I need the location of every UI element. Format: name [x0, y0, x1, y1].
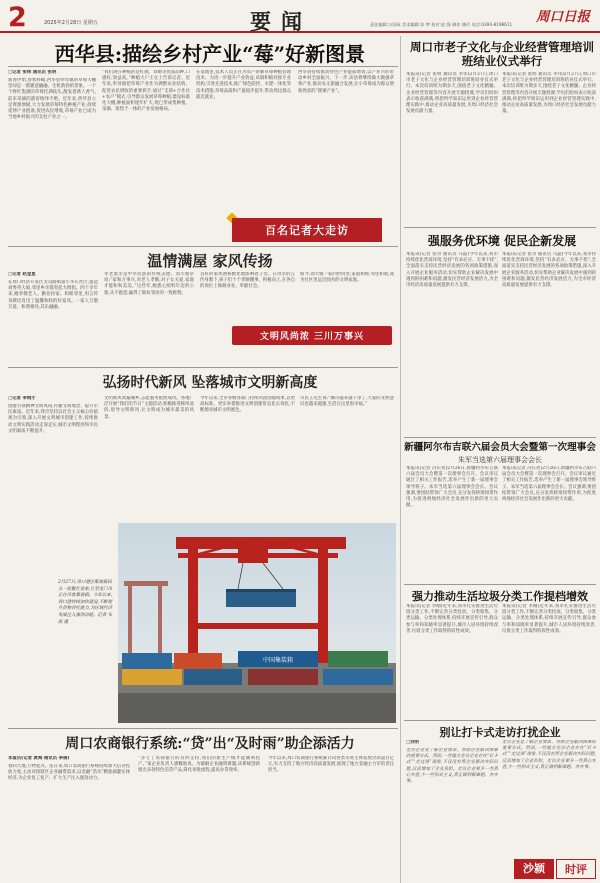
article-body: 市民王先生说:“城市越来越干净了,大家的文明意识也越来越强,生活在这里很幸福。”	[300, 396, 394, 408]
divider	[8, 367, 398, 368]
divider	[404, 720, 596, 721]
issue-date: 2025年2月28日 星期五	[44, 20, 98, 26]
article-body: 走访企业是了解企业需求、帮助企业解决困难的重要方式。然而,一些地方走访企业存在“打卡式”“走过场”现象,不仅没有帮企业解决实际问题,反而增加了企业负担。走访企业要多一些真心实意,少一些形式主义,真正做到解难题、办实事。	[406, 748, 498, 785]
headline-civilization: 弘扬时代新风 坠落城市文明新高度	[102, 375, 318, 391]
container-label: 中国集装箱	[262, 657, 294, 664]
divider	[8, 728, 398, 729]
photo-caption: 2月27日,周口港区集装箱码头一派繁忙景象,巨型龙门吊正在吊装集装箱。今年以来,周口港持续加快建设,不断提升货物吞吐能力,为区域经济发展注入强劲动能。记者 朱凯 摄	[58, 580, 113, 625]
page-number: 2	[8, 2, 27, 33]
article-body: 本报讯(记者 李刚)近年来,我市扎实推进生活垃圾分类工作,不断完善分类投放、分类收集、分类运输、分类处理体系,持续开展宣传引导,群众参与率和知晓率显著提升,城市人居环境持续改善,垃圾分类工作取得阶段性成效。	[502, 604, 596, 634]
column-tag-shaying: 沙颍	[514, 859, 554, 879]
article-body: 本报讯(记者 张奇 通讯员 马磊)今年以来,我市持续优化营商环境,坚持“有求必应、无事不扰”,全面落实支持民营经济发展的各项政策措施,深入开展企业服务活动,切实帮助企业解决发展中遇到的困难和问题,激发民营经济发展活力,为全市经济高质量发展提供有力支撑。	[406, 252, 498, 289]
headline-commentary: 别让打卡式走访打扰企业	[439, 726, 561, 739]
headline-laozi-training: 周口市老子文化与企业经营管理培训班结业仪式举行	[410, 40, 594, 68]
column-tag-commentary: 时评	[556, 859, 596, 879]
byline: □记者 李纲才	[8, 396, 36, 401]
article-body: 本报讯(记者 张明 通讯员 李伟)2月27日,周口市老子文化与企业经营管理培训班结业仪式举行。本次培训班为期多天,围绕老子文化精髓、企业经营管理等内容开展专题授课,学员们纷纷表示收获满满,将把所学知识运用到企业经营管理实践中,推动企业高质量发展,为周口经济社会发展贡献力量。	[502, 72, 596, 115]
headline-xihua-strawberry: 西华县:描绘乡村产业“莓”好新图景	[54, 42, 366, 66]
article-body: 新春伊始,春寒料峭,西华县奉母镇的草莓大棚里却是一派暖意融融、生机勃勃的景象。一个个鲜红饱满的草莓挂满枝头,散发着诱人香气,前来采摘的游客络绎不绝。近年来,西华县立足资源禀赋,大力发展草莓特色种植产业,持续延伸产业链条,促进农民增收,草莓产业已成为当地乡村振兴的支柱产业之一。	[8, 78, 96, 121]
headline-rural-bank: 周口农商银行系统:“贷”出“及时雨”助企添活力	[65, 736, 355, 752]
section-title: 要闻	[250, 9, 312, 34]
headline-xinjiang-council: 新疆阿尔布吉联六届会员大会暨第一次理事会	[404, 442, 596, 453]
article-body: 本报讯(记者 冯长亮)2月26日,新疆阿尔布吉联六届会员大会暨第一次理事会召开。会议审议通过了相关工作报告,选举产生了新一届理事会领导班子。朱军当选第六届理事会会长。会议强调,要团结带领广大会员,充分发挥桥梁纽带作用,为促进两地经济社会发展作出新的更大贡献。	[502, 466, 596, 503]
divider	[404, 227, 596, 228]
article-body: 今年以来,全市各级各部门持续巩固创建成果,以更高标准、更实举措推进文明创建常态化长效化,不断擦亮城市文明底色。	[200, 396, 295, 414]
divider	[8, 66, 398, 67]
editor-line: 责任编辑:万国成 美术编辑:张 梦 校对:赵 强 制作:龚玲 电话:0394-8198611	[370, 22, 513, 27]
byline: □刘明	[406, 740, 419, 745]
slogan-text: 文明风尚浓 三川万事兴	[259, 332, 365, 342]
article-body: 本报讯(记者 张明 通讯员 李伟)2月27日,周口市老子文化与企业经营管理培训班结业仪式举行。本次培训班为期多天,围绕老子文化精髓、企业经营管理等内容开展专题授课,学员们纷纷表示收获满满,将把所学知识运用到企业经营管理实践中,推动企业高质量发展,为周口经济社会发展贡献力量。	[406, 72, 498, 115]
headline-family-tradition: 温情满屋 家风传扬	[147, 252, 273, 270]
byline: □记者 张纬 通讯员 张明	[8, 70, 57, 75]
column-divider	[400, 36, 401, 883]
newspaper-logo: 周口日报	[536, 9, 590, 25]
divider	[404, 437, 596, 438]
article-body: 走访企业是了解企业需求、帮助企业解决困难的重要方式。然而,一些地方走访企业存在“打卡式”“走过场”现象,不仅没有帮企业解决实际问题,反而增加了企业负担。走访企业要多一些真心实意,少一些形式主义,真正做到解难题、办实事。	[502, 740, 596, 770]
article-body: 本报讯(记者 冯长亮)2月26日,新疆阿尔布吉联六届会员大会暨第一次理事会召开。会议审议通过了相关工作报告,选举产生了新一届理事会领导班子。朱军当选第六届理事会会长。会议强调,要团结带领广大会员,充分发挥桥梁纽带作用,为促进两地经济社会发展作出新的更大贡献。	[406, 466, 498, 509]
campaign-banner-text: 百名记者大走访	[265, 224, 349, 237]
article-body: 孝老爱亲是中华民族的传统美德。刘大娘常说:“家和万事兴,对老人孝顺,对子女关爱,家庭才能和和美美。”这些年,她悉心照料年迈的公婆,从不抱怨,赢得了街坊邻居的一致称赞。	[104, 272, 194, 296]
photo-illustration	[118, 523, 396, 723]
article-body: 春回大地,万物复苏。连日来,周口农商银行系统持续加大信贷投放力度,主动对接辖区企业融资需求,以金融“活水”精准滴灌实体经济,为企业复工复产、扩大生产注入强劲动力。	[8, 764, 130, 782]
headline-garbage-sorting: 强力推动生活垃圾分类工作提档增效	[412, 590, 588, 603]
article-body: 良好的家风潜移默化地影响着子女。在母亲的言传身教下,孩子们个个孝顺懂事、积极向上,在各自的岗位上兢兢业业、奉献社会。	[200, 272, 295, 290]
article-body: 今年以来,周口农商银行系统累计向各类市场主体发放贷款超百亿元,有力支持了地方经济高质量发展,展现了地方金融主力军的责任担当。	[268, 756, 394, 774]
divider	[8, 246, 398, 247]
article-body: “我们现在种植的是红颜、章姬等优质品种,口感好,效益高。”种植大户王女士告诉记者。近年来,奉母镇把草莓产业作为调整农业结构、促进农民增收的重要抓手,通过“支部+合作社+农户”模式,引导群众发展草莓种植,建设标准化大棚,种植面积逐年扩大,现已形成集种植、采摘、销售于一体的产业发展格局。	[102, 70, 190, 113]
article-body: 本报讯(记者 张奇 通讯员 马磊)今年以来,我市持续优化营商环境,坚持“有求必应、无事不扰”,全面落实支持民营经济发展的各项政策措施,深入开展企业服务活动,切实帮助企业解决发展中遇到的困难和问题,激发民营经济发展活力,为全市经济高质量发展提供有力支撑。	[502, 252, 596, 289]
article-body: “多亏了农商银行的及时支持,我们的新生产线才能顺利投产。”某企业负责人感慨地说。为破解企业融资难题,该系统创新推出多款特色信贷产品,简化审批流程,提高办贷效率。	[138, 756, 260, 774]
article-body: 文明新风吹遍城乡,志愿服务蔚然成风。各地广泛开展“我们的节日”主题活动,积极推进移风易俗,倡导文明新风,让文明成为城市最美的风景。	[104, 396, 194, 420]
article-body: 西华县持续推动特色产业提质增效,以产业兴旺带动乡村全面振兴。下一步,该县将继续做大做强草莓产业,推动农文旅融合发展,让小草莓成为群众增收致富的“甜蜜产业”。	[298, 70, 394, 94]
headline-private-enterprise: 强服务优环境 促民企新发展	[427, 234, 577, 248]
article-body: 创建引领精神文明风尚,传播文明理念、提升市民素质。近年来,我市坚持以社会主义核心价值观为引领,深入开展文明城市创建工作,持续推动文明实践活动走深走实,城市文明程度和市民文明素质不断提升。	[8, 404, 98, 434]
article-body: 本报讯(记者 李刚)近年来,我市扎实推进生活垃圾分类工作,不断完善分类投放、分类收集、分类运输、分类处理体系,持续开展宣传引导,群众参与率和知晓率显著提升,城市人居环境持续改善,垃圾分类工作取得阶段性成效。	[406, 604, 498, 634]
article-body: 在基地里,技术人员正在为农户讲解草莓种植管理技术。为进一步提升产业效益,该镇积极对接专业机构,引进先进技术,推广绿色防控、水肥一体化等技术措施,草莓品质和产量稳步提升,带动周边群众就近就业。	[196, 70, 291, 100]
subheadline: 朱军当选第六届理事会会长	[458, 456, 542, 464]
port-crane-photo	[118, 523, 396, 723]
byline: 本报讯(记者 黄海 通讯员 李倩)	[8, 756, 70, 761]
article-body: 如今,刘大娘一家四世同堂,家庭和睦,邻里和谐,成为社区里远近闻名的文明家庭。	[300, 272, 394, 284]
byline: □记者 赵金星	[8, 272, 36, 277]
article-body: 在周口经济开发区太昊路街道小李庄社区,提起刘秀英大娘,邻里乡亲都竖起大拇指。四十多年来,她孝敬老人、勤俭持家、和睦邻里,用言传身教培育出了温馨和睦的好家风。一家人互敬互爱、和谐相处,其乐融融。	[8, 280, 98, 310]
divider	[404, 584, 596, 585]
